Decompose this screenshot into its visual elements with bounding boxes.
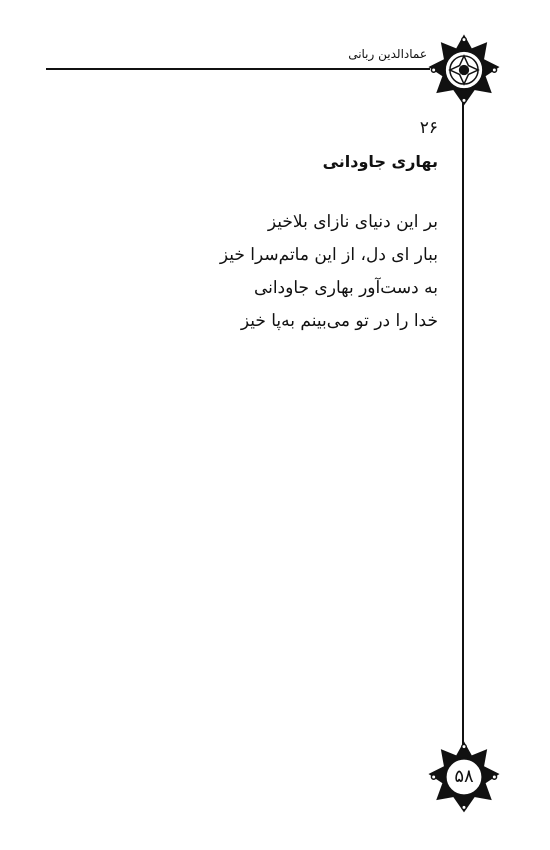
poem-title: بهاری جاودانی (322, 152, 438, 171)
margin-rule (462, 95, 464, 745)
poem-line: به دست‌آور بهاری جاودانی (253, 278, 438, 298)
poem-body (220, 206, 438, 338)
poem-number: ۲۶ (419, 118, 438, 138)
poem-line: بر این دنیای نازای بلاخیز (267, 212, 438, 232)
poem-line: ببار ای دل، از این ماتم‌سرا خیز (219, 245, 438, 265)
running-header-author: عمادالدین ربانی (348, 47, 427, 61)
ornamental-rosette-icon (427, 33, 501, 107)
poem-line: خدا را در تو می‌بینم به‌پا خیز (240, 311, 438, 331)
header-rule (46, 68, 430, 70)
page-number: ۵۸ (454, 766, 474, 787)
